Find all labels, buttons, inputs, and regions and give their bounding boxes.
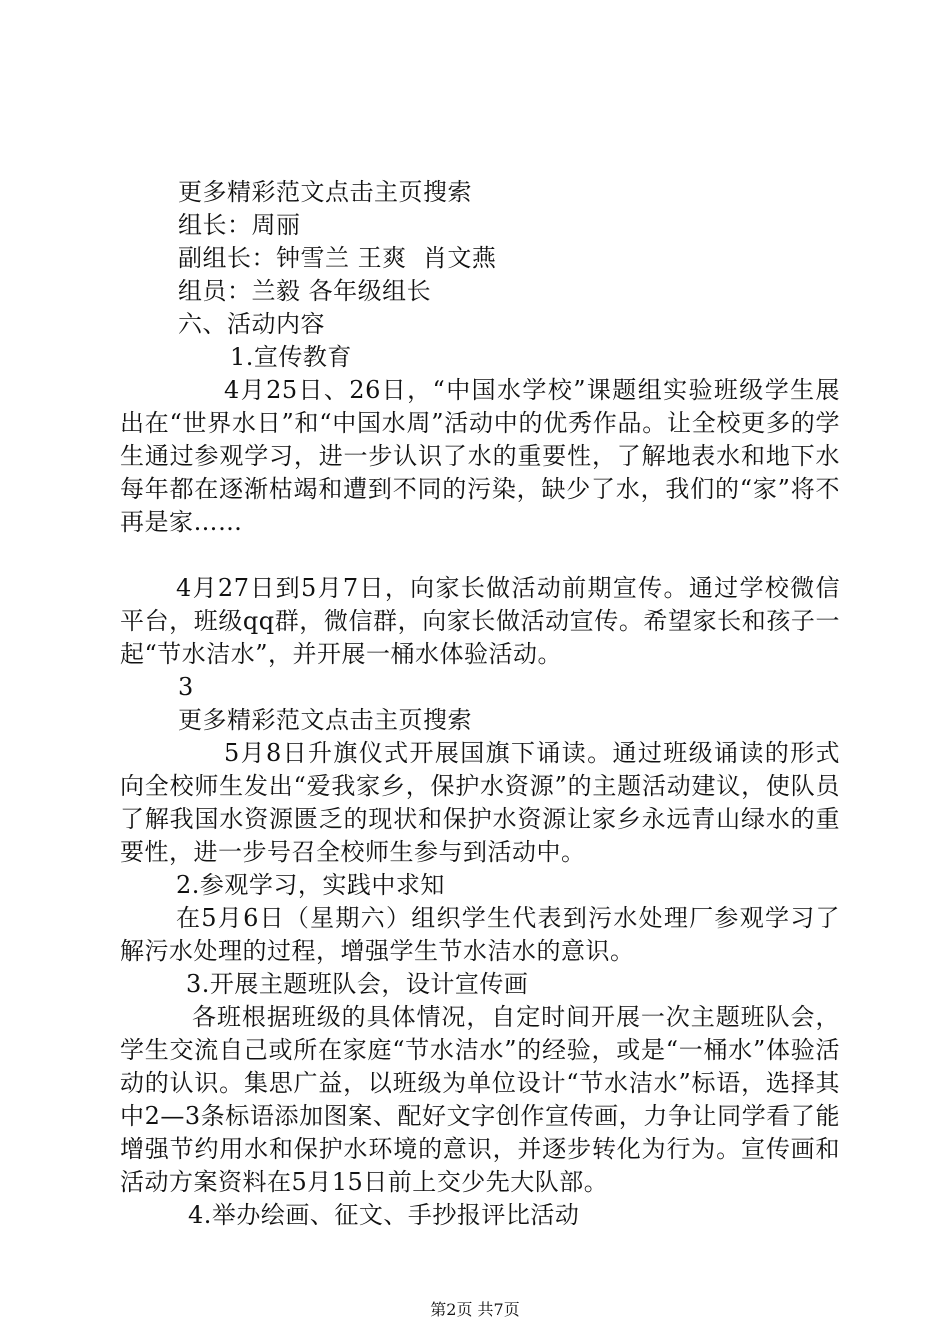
members-line: 组员：兰毅 各年级组长	[178, 277, 432, 305]
document-body	[120, 176, 840, 1232]
paragraph-1: 4月25日、26日，“中国水学校”课题组实验班级学生展出在“世界水日”和“中国水周”活动中的优秀作品。让全校更多的学生通过参观学习，进一步认识了水的重要性，了解地表水和地下水每年都在逐渐枯竭和遭到不同的污染，缺少了水，我们的“家”将不再是家……	[120, 376, 840, 536]
promo-line: 更多精彩范文点击主页搜索	[178, 178, 472, 206]
paragraph-3: 5月8日升旗仪式开展国旗下诵读。通过班级诵读的形式向全校师生发出“爱我家乡，保护水资源”的主题活动建议，使队员了解我国水资源匮乏的现状和保护水资源让家乡永远青山绿水的重要性，进一步号召全校师生参与到活动中。	[120, 739, 840, 866]
promo-line-repeat: 更多精彩范文点击主页搜索	[178, 706, 472, 734]
paragraph-5: 各班根据班级的具体情况，自定时间开展一次主题班队会，学生交流自己或所在家庭“节水洁水”的经验，或是“一桶水”体验活动的认识。集思广益，以班级为单位设计“节水洁水”标语，选择其中2—3条标语添加图案、配好文字创作宣传画，力争让同学看了能增强节约用水和保护水环境的意识，并逐步转化为行为。宣传画和活动方案资料在5月15日前上交少先大队部。	[120, 1003, 840, 1196]
page-footer: 第2页 共7页	[430, 1300, 520, 1319]
page-number-line: 3	[178, 673, 194, 701]
paragraph-4: 在5月6日（星期六）组织学生代表到污水处理厂参观学习了解污水处理的过程，增强学生节水洁水的意识。	[120, 904, 840, 965]
deputy-leader-line: 副组长：钟雪兰 王爽 肖文燕	[178, 244, 497, 272]
subheading-1: 1.宣传教育	[230, 343, 352, 371]
subheading-2: 2.参观学习，实践中求知	[176, 871, 445, 899]
subheading-3: 3.开展主题班队会，设计宣传画	[186, 970, 529, 998]
group-leader-line: 组长：周丽	[178, 211, 301, 239]
paragraph-gap	[120, 539, 840, 572]
subheading-4: 4.举办绘画、征文、手抄报评比活动	[188, 1201, 580, 1229]
paragraph-2: 4月27日到5月7日，向家长做活动前期宣传。通过学校微信平台，班级qq群，微信群，向家长做活动宣传。希望家长和孩子一起“节水洁水”，并开展一桶水体验活动。	[120, 574, 840, 668]
section-heading: 六、活动内容	[178, 310, 325, 338]
